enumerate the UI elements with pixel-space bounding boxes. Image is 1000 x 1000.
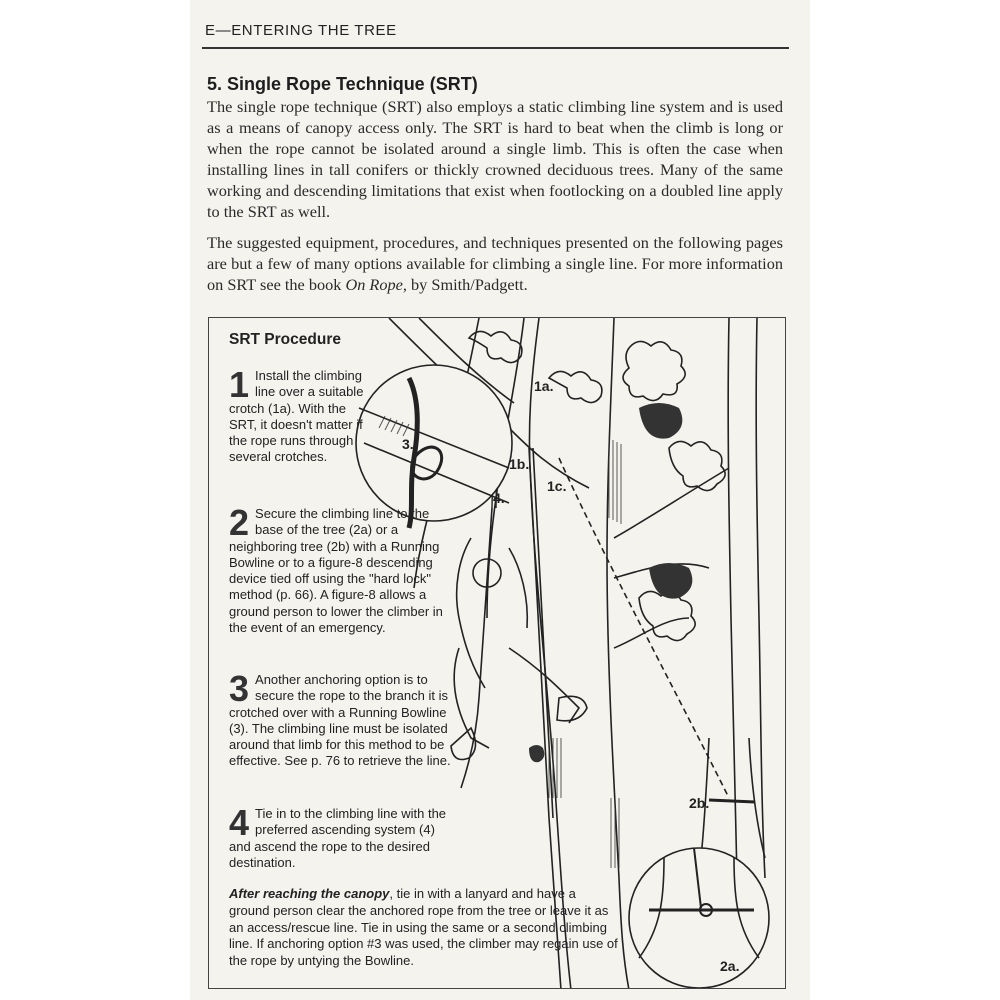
note-text: , tie in with a lanyard and have a ground person clear the anchored rope from the tree or leave it as an access/rescue line. Tie in using the same or a second climbing line. If anchoring option #3 was used, the climber may regain use of the rope by untying the Bowline. (229, 886, 618, 969)
label-3: 3. (402, 436, 414, 452)
step-number: 4 (229, 802, 250, 843)
procedure-step-2 (229, 502, 449, 636)
step-text: Secure the climbing line to the base of the tree (2a) or a neighboring tree (2b) with a Running Bowline or to a figure-8 descending device tied off using the "hard lock" method (p. 66). A figure-8 allows a ground person to lower the climber in the event of an emergency. (229, 506, 443, 636)
step-text: Tie in to the climbing line with the preferred ascending system (4) and ascend the rope to the desired destination. (229, 806, 447, 870)
book-title: On Rope, (345, 275, 407, 294)
label-1a: 1a. (534, 378, 554, 394)
procedure-title: SRT Procedure (229, 331, 341, 348)
label-2a: 2a. (720, 958, 740, 974)
step-number: 3 (229, 668, 250, 709)
label-1c: 1c. (547, 478, 567, 494)
reference-author: by Smith/Padgett. (406, 275, 528, 294)
label-2b: 2b. (689, 795, 710, 811)
reference-paragraph (207, 232, 783, 295)
procedure-step-4 (229, 802, 451, 871)
running-head: E—ENTERING THE TREE (205, 22, 397, 39)
procedure-step-3 (229, 668, 451, 770)
reference-text: The suggested equipment, procedures, and techniques presented on the following pages are but a few of many options available for climbing a single line. For more information on SRT see the book (207, 233, 783, 294)
step-text: Another anchoring option is to secure the rope to the branch it is crotched over with a Running Bowline (3). The climbing line must be isolated around that limb for this method to be effective. See p. 76 to retrieve the line. (229, 672, 451, 769)
label-4: 4. (493, 490, 505, 506)
book-page (190, 0, 810, 1000)
label-1b: 1b. (509, 456, 530, 472)
after-canopy-note (229, 886, 619, 970)
intro-paragraph: The single rope technique (SRT) also employs a static climbing line system and is used as a means of canopy access only. The SRT is hard to beat when the climb is long or when the rope cannot be isolated around a single limb. This is often the case when installing lines in tall conifers or thickly crowned deciduous trees. Many of the same working and descending limitations that exist when footlocking on a doubled line apply to the SRT as well. (207, 97, 783, 221)
header-rule (202, 47, 789, 49)
step-number: 1 (229, 364, 250, 405)
srt-procedure-box (208, 317, 786, 989)
note-lead: After reaching the canopy (229, 886, 390, 901)
procedure-step-1 (229, 364, 369, 466)
section-title: 5. Single Rope Technique (SRT) (207, 74, 478, 94)
step-text: Install the climbing line over a suitable crotch (1a). With the SRT, it doesn't matter if the rope runs through several crotches. (229, 368, 364, 465)
step-number: 2 (229, 502, 250, 543)
